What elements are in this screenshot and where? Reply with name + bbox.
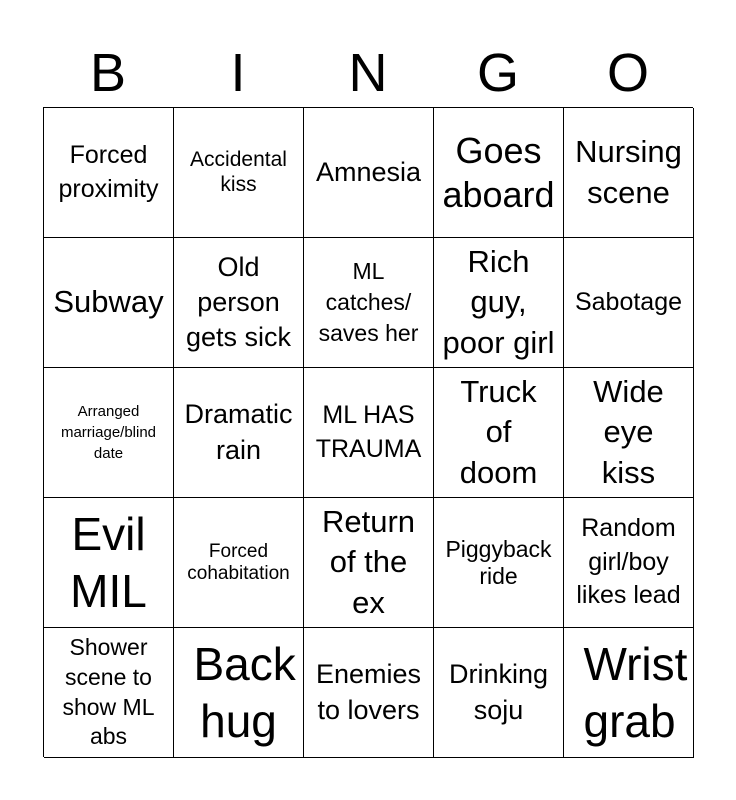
bingo-cell[interactable] — [44, 628, 174, 758]
bingo-cell[interactable] — [564, 108, 694, 238]
bingo-cell[interactable] — [44, 368, 174, 498]
cell-text: Arranged marriage/blind date — [60, 403, 157, 462]
bingo-board — [43, 107, 693, 757]
bingo-cell[interactable] — [304, 498, 434, 628]
bingo-cell[interactable] — [304, 368, 434, 498]
bingo-cell[interactable] — [304, 628, 434, 758]
bingo-header — [43, 40, 693, 106]
bingo-cell[interactable] — [304, 108, 434, 238]
bingo-cell[interactable] — [434, 108, 564, 238]
cell-text: Old person gets sick — [185, 251, 292, 353]
cell-text: Goes aboard — [442, 130, 555, 215]
bingo-cell[interactable] — [44, 108, 174, 238]
cell-text: Wide eye kiss — [593, 374, 664, 490]
cell-text: Sabotage — [574, 287, 683, 316]
header-letter-n: N — [348, 43, 388, 103]
header-letter-o: O — [606, 43, 649, 103]
cell-text: Truck of doom — [459, 374, 538, 490]
cell-text: Rich guy, poor girl — [442, 244, 555, 360]
cell-text: Amnesia — [315, 156, 422, 187]
bingo-cell[interactable] — [174, 628, 304, 758]
cell-text: Subway — [53, 284, 164, 320]
bingo-cell[interactable] — [44, 238, 174, 368]
header-letter-b: B — [89, 43, 127, 103]
cell-text: Accidental kiss — [190, 148, 287, 196]
header-letter-g: G — [476, 43, 519, 103]
cell-text: Enemies to lovers — [315, 659, 422, 725]
cell-text: Forced cohabitation — [187, 540, 290, 584]
cell-text: Forced proximity — [58, 140, 159, 203]
bingo-cell[interactable] — [174, 498, 304, 628]
bingo-cell[interactable] — [174, 108, 304, 238]
bingo-cell[interactable] — [564, 238, 694, 368]
cell-text: Dramatic rain — [184, 399, 293, 465]
bingo-cell[interactable] — [174, 238, 304, 368]
cell-text: Back hug — [193, 638, 296, 747]
cell-text: Wrist grab — [583, 638, 688, 747]
bingo-cell[interactable] — [434, 498, 564, 628]
bingo-cell[interactable] — [564, 368, 694, 498]
bingo-cell[interactable] — [304, 238, 434, 368]
bingo-cell[interactable] — [564, 628, 694, 758]
header-letter-i: I — [230, 43, 246, 103]
cell-text: Random girl/boy likes lead — [576, 513, 681, 610]
bingo-cell[interactable] — [434, 368, 564, 498]
bingo-cell[interactable] — [434, 628, 564, 758]
cell-text: Shower scene to show ML abs — [62, 633, 155, 750]
bingo-cell[interactable] — [434, 238, 564, 368]
bingo-cell[interactable] — [44, 498, 174, 628]
cell-text: Evil MIL — [70, 508, 147, 617]
cell-text: ML HAS TRAUMA — [315, 400, 422, 463]
cell-text: Drinking soju — [448, 659, 549, 725]
bingo-cell[interactable] — [174, 368, 304, 498]
bingo-cell[interactable] — [564, 498, 694, 628]
cell-text: Return of the ex — [321, 504, 416, 620]
cell-text: ML catches/ saves her — [318, 257, 419, 347]
cell-text: Piggyback ride — [445, 536, 552, 589]
cell-text: Nursing scene — [575, 134, 682, 210]
